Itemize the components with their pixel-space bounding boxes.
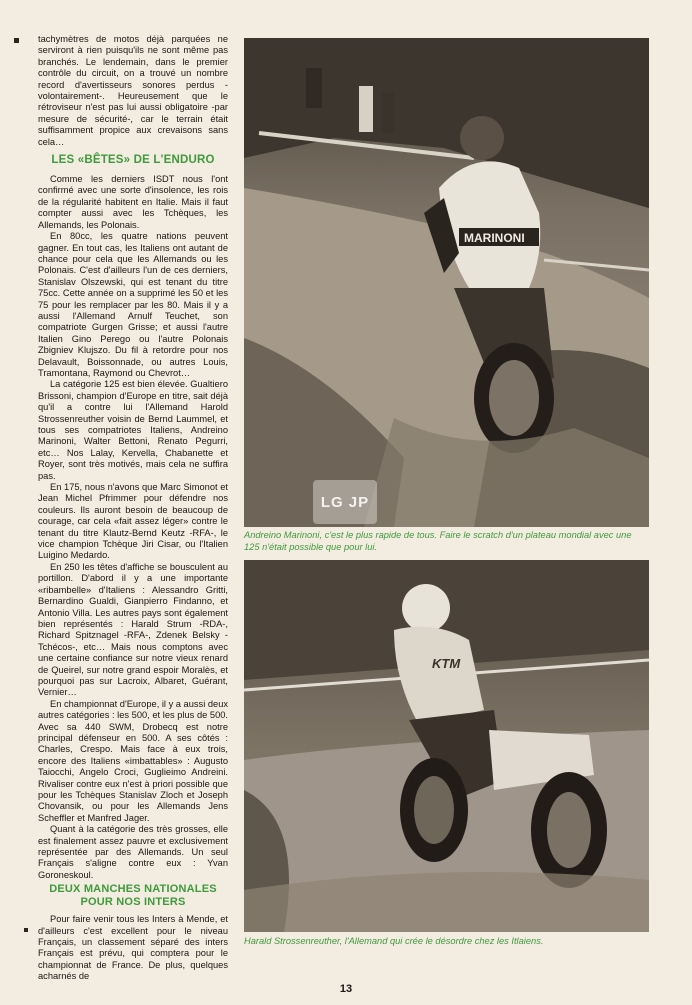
article-column <box>38 34 228 983</box>
paragraph-3: La catégorie 125 est bien élevée. Gualtiero Brissoni, champion d'Europe en titre, sait déjà qu'il a contre lui l'Allemand Harold Strossenreuther voisin de Bernd Laummel, et tous ses compatriotes Italiens, Andreino Marinoni, Walter Bettoni, Renato Pegurri, etc… Nos Lalay, Kervella, Chabanette et Royer, sont très motivés, mais cela ne suffira pas. <box>38 379 228 481</box>
photo2-jersey-text: KTM <box>432 656 461 671</box>
photo-strossenreuther-image <box>244 560 649 932</box>
photo-marinoni-image <box>244 38 649 527</box>
page-number: 13 <box>339 983 353 995</box>
photo-strossenreuther <box>244 560 649 932</box>
section-heading-enduro: LES «BÊTES» DE L'ENDURO <box>51 154 215 167</box>
paragraph-8: Pour faire venir tous les Inters à Mende, et d'ailleurs c'est excellent pour le niveau Français, un classement séparé des inters Français est prévu, qui comptera pour le championnat de France. De plus, quelques acharnés de <box>38 914 228 982</box>
paragraph-7: Quant à la catégorie des très grosses, elle est finalement assez pauvre et exclusivement représentée par des Allemands. Un seul Français s'aligne contre eux : Yvan Goroneskoul. <box>38 824 228 880</box>
photo-strossenreuther-caption: Harald Strossenreuther, l'Allemand qui crée le désordre chez les Itlaiens. <box>244 936 544 946</box>
section-heading-manches: DEUX MANCHES NATIONALES POUR NOS INTERS <box>49 883 217 908</box>
margin-mark-icon <box>24 928 29 933</box>
watermark-logo: LG JP <box>313 480 377 524</box>
paragraph-4: En 175, nous n'avons que Marc Simonot et Jean Michel Pfrimmer pour défendre nos couleurs. Ils auront besoin de beaucoup de courage, car cela «fait assez léger» contre le tenant du titre Klautz-Bernd Keutz -RFA-, le vice champion Tchèque Jiri Cisar, ou l'Italien Luigino Medardo. <box>38 482 228 561</box>
paragraph-5: En 250 les têtes d'affiche se bousculent au portillon. D'abord il y a une importante «ribambelle» d'Italiens : Alessandro Gritti, Bernardino Gualdi, Gianpierro Findanno, et Antonio Villa. Les autres pays sont également bien représentés : Harald Strum -RDA-, Richard Spitznagel -RFA-, Zdenek Belsky -Tchécos-, etc… Mais nous comptons avec une certaine confiance sur notre vieux renard de Queirel, sur notre grand espoir Moralès, et pourquoi pas sur Lacroix, Albaret, Guérant, Vernier… <box>38 561 228 698</box>
photo1-jersey-text: MARINONI <box>464 231 525 245</box>
paragraph-1: Comme les derniers ISDT nous l'ont confirmé avec une sorte d'insolence, les rois de la régularité habitent en Italie. Mais il faut compter aussi avec les Tchèques, les Allemands, les Polonais. <box>38 174 228 230</box>
photo-marinoni-caption: Andreino Marinoni, c'est le plus rapide de tous. Faire le scratch d'un plateau mondial avec une 125 n'était possible que pour lui. <box>244 530 632 552</box>
photo-marinoni <box>244 38 649 527</box>
intro-paragraph: tachymètres de motos déjà parquées ne serviront à rien puisqu'ils ne sont même pas branchés. Le lendemain, dans le premier contrôle du circuit, on a trouvé un nombre record d'avertisseurs sonores perdus -volontairement-. Heureusement que le rétroviseur n'est pas lui aussi obligatoire -par mesure de sécurité-, car le terrain était suffisamment propice aux crevaisons sans cela… <box>38 34 228 147</box>
paragraph-6: En championnat d'Europe, il y a aussi deux autres catégories : les 500, et les plus de 500. Avec sa 440 SWM, Drobecq est notre principal défenseur en 500. A ses côtés : Charles, Crespo. Mais face à eux trois, encore des Italiens «imbattables» : Augusto Taiocchi, Angelo Croci, Guglieimo Andreini. Rivaliser contre eux n'est à priori possible que pour les Tchèques Stanislav Zloch et Joseph Chovansik, ou pour les Allemands Jens Scheffler et Manfred Jager. <box>38 698 229 823</box>
margin-mark-icon <box>14 38 19 43</box>
paragraph-2: En 80cc, les quatre nations peuvent gagner. En tout cas, les Italiens ont autant de chance pour cela que les Allemands ou les Polonais. C'est d'ailleurs l'un de ces derniers, Stanislav Olszewski, qui est tenant du titre 75cc. Cette année on a supprimé les 50 et les 75 pour les remplacer par les 80. Mais il y a aussi l'Allemand Arnulf Teuchet, son compatriote Gurgen Grisse; et aussi l'autre Italien Gino Perego ou l'autre Polonais Zbigniev Klujszo. Du fil à retordre pour nos Delavault, Boissonnade, ou autres Louis, Tramontana, Raymond ou Chevrot… <box>38 231 228 378</box>
